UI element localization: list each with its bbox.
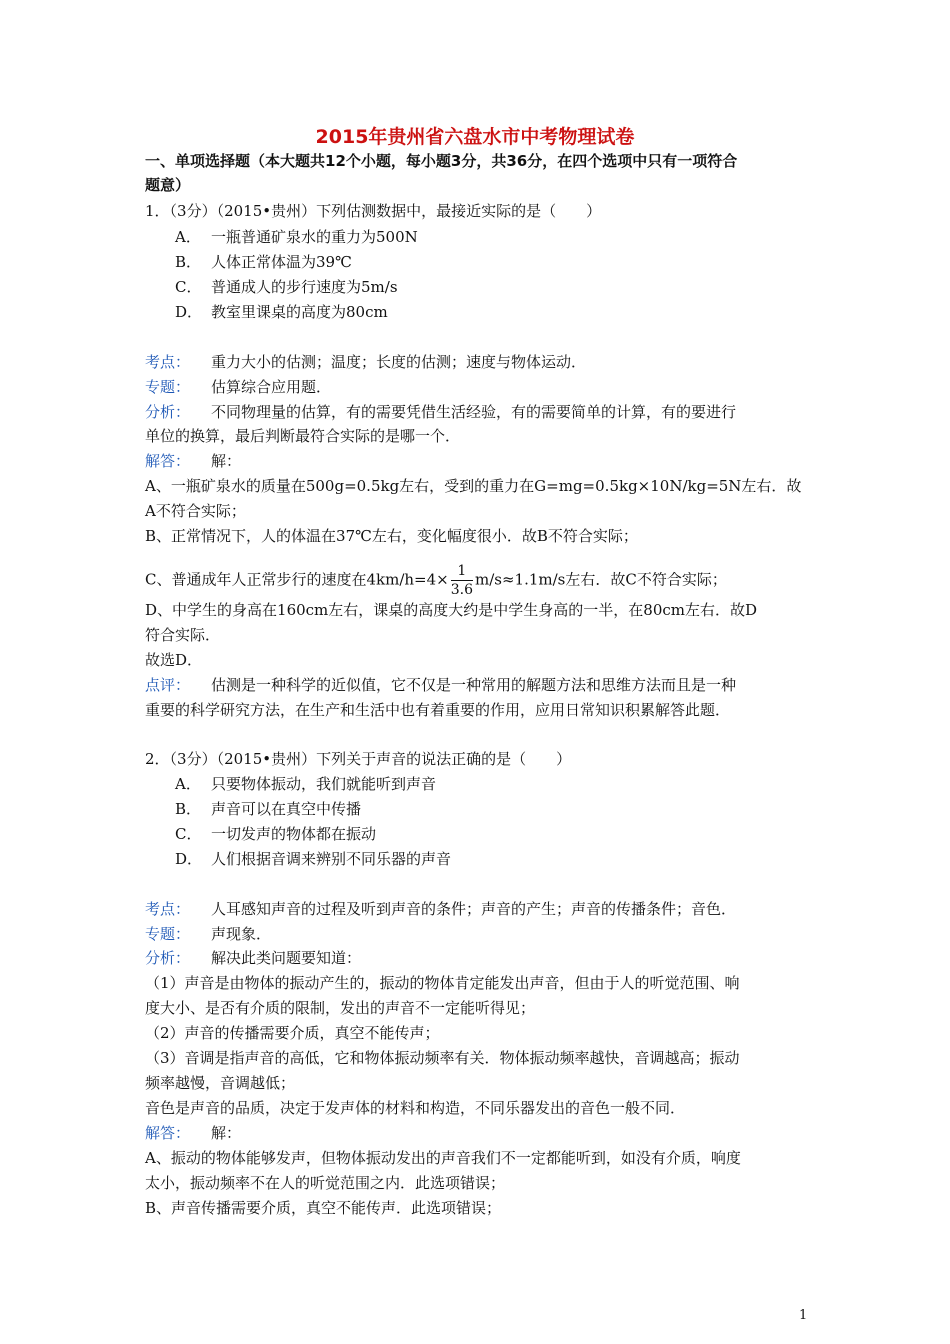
kaodian-text: 人耳感知声音的过程及听到声音的条件；声音的产生；声音的传播条件；音色． [211, 900, 737, 918]
q2-point2: （2）声音的传播需要介质，真空不能传声； [145, 1024, 440, 1042]
jieda-label: 解答： [145, 452, 191, 470]
q1-option-letter: A． [175, 228, 201, 246]
kaodian-text: 重力大小的估测；温度；长度的估测；速度与物体运动． [211, 353, 587, 371]
q2-point1-line1: （1）声音是由物体的振动产生的，振动的物体肯定能发出声音，但由于人的听觉范围、响 [145, 974, 740, 992]
q2-zhuanti [145, 924, 271, 944]
fraction-denominator: 3.6 [450, 582, 473, 598]
q2-kaodian [145, 899, 736, 919]
kaodian-label: 考点： [145, 900, 191, 918]
q1-option-text: 一瓶普通矿泉水的重力为500N [211, 228, 418, 246]
q2-option-a [175, 774, 436, 794]
q2-option-letter: C． [175, 825, 202, 843]
kaodian-label: 考点： [145, 353, 191, 371]
fenxi-label: 分析： [145, 949, 191, 967]
q2-option-c [175, 824, 376, 844]
dianping-text: 估测是一种科学的近似值，它不仅是一种常用的解题方法和思维方法而且是一种 [211, 676, 737, 694]
q1-dianping [145, 675, 736, 695]
fenxi-label: 分析： [145, 403, 191, 421]
jieda-label: 解答： [145, 1124, 191, 1142]
q1-answer-d-line2: 符合实际． [145, 626, 221, 644]
zhuanti-text: 估算综合应用题． [211, 378, 332, 396]
q1-c-text-pre: C、普通成年人正常步行的速度在4km/h=4× [145, 570, 449, 589]
q1-kaodian [145, 352, 586, 372]
zhuanti-label: 专题： [145, 378, 191, 396]
q1-option-letter: D． [175, 303, 203, 321]
q2-option-d [175, 849, 451, 869]
q2-point3-line2: 频率越慢，音调越低； [145, 1074, 296, 1092]
q1-option-text: 教室里课桌的高度为80cm [211, 303, 388, 321]
q2-option-letter: A． [175, 775, 201, 793]
q1-option-text: 人体正常体温为39℃ [211, 253, 352, 271]
q1-option-letter: C． [175, 278, 202, 296]
q1-answer-a-line2: A不符合实际； [145, 502, 246, 520]
zhuanti-text: 声现象． [211, 925, 272, 943]
q2-option-text: 只要物体振动，我们就能听到声音 [211, 775, 437, 793]
q2-answer-a-line1: A、振动的物体能够发声，但物体振动发出的声音我们不一定都能听到，如没有介质，响度 [145, 1149, 741, 1167]
q2-option-text: 人们根据音调来辨别不同乐器的声音 [211, 850, 452, 868]
zhuanti-label: 专题： [145, 925, 191, 943]
q1-stem: 1．（3分）（2015•贵州）下列估测数据中，最接近实际的是（ ） [145, 202, 602, 220]
q1-answer-b: B、正常情况下，人的体温在37℃左右，变化幅度很小．故B不符合实际； [145, 527, 638, 545]
q1-zhuanti [145, 377, 331, 397]
q1-option-a [175, 227, 418, 247]
q2-option-letter: D． [175, 850, 203, 868]
q2-option-text: 一切发声的物体都在振动 [211, 825, 377, 843]
fenxi-text: 解决此类问题要知道： [211, 949, 362, 967]
jieda-text: 解： [211, 1124, 242, 1142]
q1-answer-c [145, 562, 727, 599]
q1-option-d [175, 302, 388, 322]
page-title: 2015年贵州省六盘水市中考物理试卷 [315, 126, 635, 148]
q1-answer-a-line1: A、一瓶矿泉水的质量在500g=0.5kg左右，受到的重力在G=mg=0.5kg×10N/kg=5N左右．故 [145, 477, 802, 495]
q1-option-letter: B． [175, 253, 202, 271]
q1-option-c [175, 277, 398, 297]
q2-answer-b: B、声音传播需要介质，真空不能传声．此选项错误； [145, 1199, 502, 1217]
q1-jieda [145, 451, 241, 471]
q2-option-text: 声音可以在真空中传播 [211, 800, 362, 818]
fenxi-text: 不同物理量的估算，有的需要凭借生活经验，有的需要简单的计算，有的要进行 [211, 403, 737, 421]
q1-fenxi [145, 402, 736, 422]
dianping-label: 点评： [145, 676, 191, 694]
q1-option-text: 普通成人的步行速度为5m/s [211, 278, 398, 296]
q1-answer-d-line1: D、中学生的身高在160cm左右，课桌的高度大约是中学生身高的一半，在80cm左右．故D [145, 601, 758, 619]
q2-jieda [145, 1123, 241, 1143]
q1-option-b [175, 252, 352, 272]
q2-option-b [175, 799, 361, 819]
q1-dianping-cont: 重要的科学研究方法，在生产和生活中也有着重要的作用，应用日常知识积累解答此题． [145, 701, 731, 719]
q2-point3-line1: （3）音调是指声音的高低，它和物体振动频率有关．物体振动频率越快，音调越高；振动 [145, 1049, 740, 1067]
q2-point1-line2: 度大小、是否有介质的限制，发出的声音不一定能听得见； [145, 999, 536, 1017]
q2-point4: 音色是声音的品质，决定于发声体的材料和构造，不同乐器发出的音色一般不同． [145, 1099, 686, 1117]
q2-stem: 2．（3分）（2015•贵州）下列关于声音的说法正确的是（ ） [145, 750, 572, 768]
jieda-text: 解： [211, 452, 242, 470]
section-heading-line2: 题意） [145, 176, 191, 194]
q1-c-text-post: m/s≈1.1m/s左右．故C不符合实际； [475, 570, 727, 589]
fraction [451, 562, 473, 599]
q2-fenxi [145, 948, 361, 968]
q1-final-answer: 故选D． [145, 651, 203, 669]
q2-option-letter: B． [175, 800, 202, 818]
page-number: 1 [799, 1308, 808, 1323]
q2-answer-a-line2: 太小，振动频率不在人的听觉范围之内．此选项错误； [145, 1174, 506, 1192]
fraction-numerator: 1 [451, 562, 473, 581]
q1-fenxi-cont: 单位的换算，最后判断最符合实际的是哪一个． [145, 427, 461, 445]
section-heading-line1: 一、单项选择题（本大题共12个小题，每小题3分，共36分，在四个选项中只有一项符合 [145, 152, 738, 170]
